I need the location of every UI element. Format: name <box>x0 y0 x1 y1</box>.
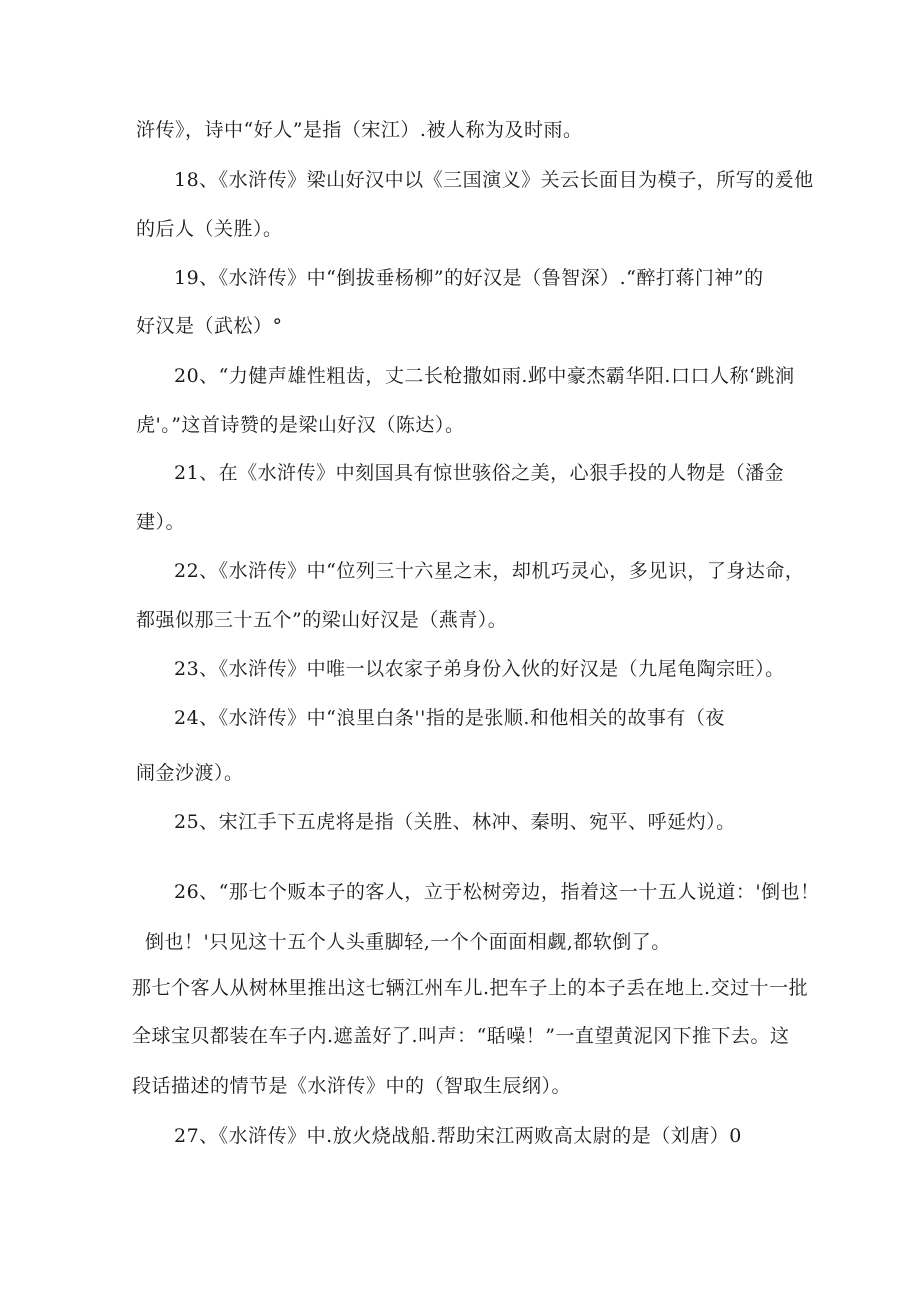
text-line: 全球宝贝都装在车子内.遮盖好了.叫声：“聒噪！”一直望黄泥冈下推下去。这 <box>132 1025 790 1047</box>
text-line: 21、在《水浒传》中刻国具有惊世骇俗之美，心狠手投的人物是（潘金 <box>174 462 785 484</box>
text-line: 27、《水浒传》中.放火烧战船.帮助宋江两败高太尉的是（刘唐）0 <box>174 1125 742 1147</box>
text-line: 的后人（关胜）。 <box>136 218 283 240</box>
text-line: 25、宋江手下五虎将是指（关胜、林冲、秦明、宛平、呼延灼）。 <box>174 811 736 833</box>
text-line: 倒也！'只见这十五个人头重脚轻,一个个面面相觑,都软倒了。 <box>145 931 671 953</box>
text-line: 段话描述的情节是《水浒传》中的（智取生辰纲）。 <box>132 1075 572 1097</box>
text-line: 19、《水浒传》中“倒拔垂杨柳”的好汉是（鲁智深）.“醉打蒋门神”的 <box>174 267 764 289</box>
text-line: 那七个客人从树林里推出这七辆江州车儿.把车子上的本子丢在地上.交过十一批 <box>132 977 809 999</box>
text-line: 虎'。”这首诗赞的是梁山好汉（陈达）。 <box>136 414 465 436</box>
text-line: 闹金沙渡）。 <box>136 762 244 784</box>
text-line: 都强似那三十五个”的梁山好汉是（燕青）。 <box>136 609 508 631</box>
text-line: 26、“那七个贩本子的客人，立于松树旁边，指着这一十五人说道：'倒也！ <box>174 881 820 903</box>
text-line: 23、《水浒传》中唯一以农家子弟身份入伙的好汉是（九尾龟陶宗旺）。 <box>174 658 785 680</box>
text-line: 好汉是（武松）° <box>136 315 283 337</box>
text-line: 建）。 <box>136 511 186 533</box>
text-line: 18、《水浒传》梁山好汉中以《三国演义》关云长面目为模子，所写的爰他 <box>174 169 814 191</box>
text-line: 24、《水浒传》中“浪里白条''指的是张顺.和他相关的故事有（夜 <box>174 707 725 729</box>
text-line: 22、《水浒传》中“位列三十六星之末，却机巧灵心，多见识，了身达命， <box>174 560 805 582</box>
text-line: 20、“力健声雄性粗齿，丈二长枪撒如雨.邺中豪杰霸华阳.口口人称‘跳涧 <box>174 365 795 387</box>
text-line: 浒传》，诗中“好人”是指（宋江）.被人称为及时雨。 <box>136 119 583 141</box>
